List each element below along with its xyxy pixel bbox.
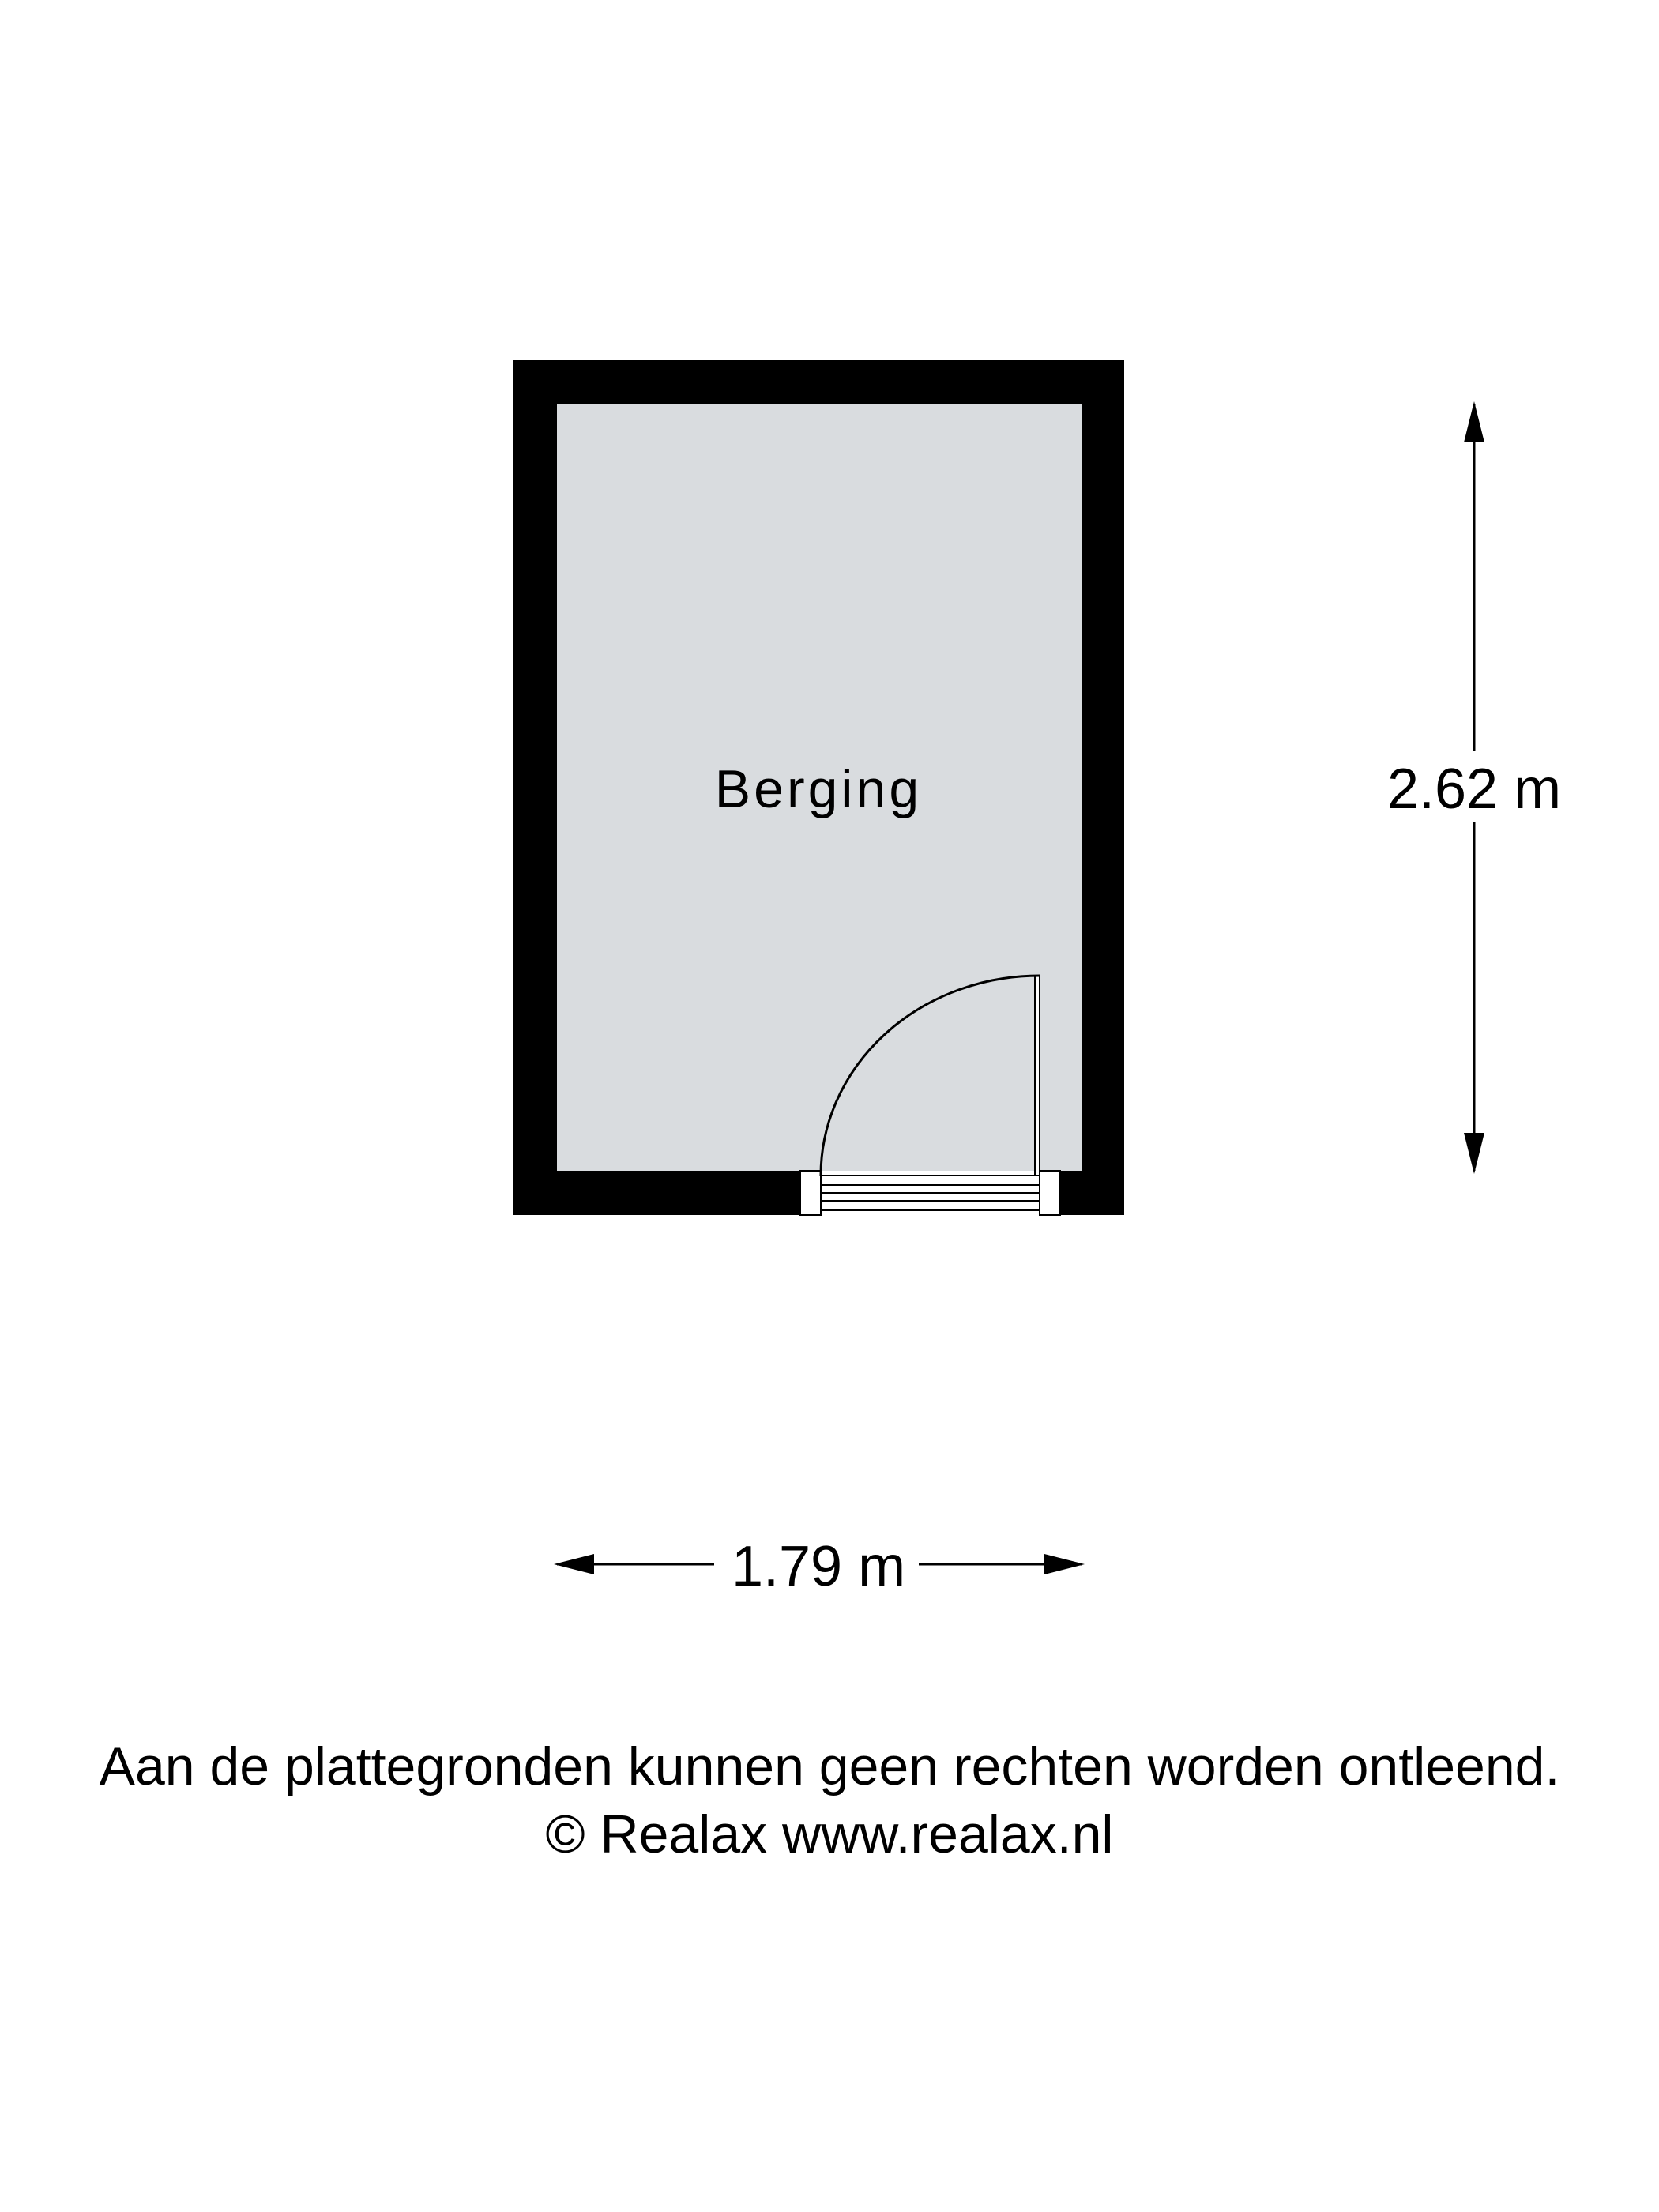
height-dimension	[1387, 401, 1561, 1174]
room-label: Berging	[714, 759, 923, 819]
door-leaf	[1035, 976, 1040, 1176]
wall-right	[1082, 360, 1124, 1215]
wall-bottom-left	[513, 1171, 800, 1215]
wall-top	[513, 360, 1124, 404]
door-jamb-left	[800, 1171, 821, 1215]
width-dimension	[554, 1535, 1085, 1598]
width-dimension-label: 1.79 m	[731, 1535, 906, 1598]
door-jamb-right	[1040, 1171, 1060, 1215]
width-arrow-left-icon	[554, 1554, 594, 1574]
copyright-text: © Realax www.realax.nl	[545, 1804, 1114, 1864]
height-arrow-up-icon	[1464, 401, 1484, 442]
wall-bottom-right	[1060, 1171, 1124, 1215]
height-dimension-label: 2.62 m	[1386, 758, 1562, 821]
disclaimer-text: Aan de plattegronden kunnen geen rechten worden ontleend.	[99, 1736, 1560, 1796]
height-arrow-down-icon	[1464, 1133, 1484, 1174]
width-arrow-right-icon	[1044, 1554, 1085, 1574]
wall-left	[513, 360, 557, 1215]
